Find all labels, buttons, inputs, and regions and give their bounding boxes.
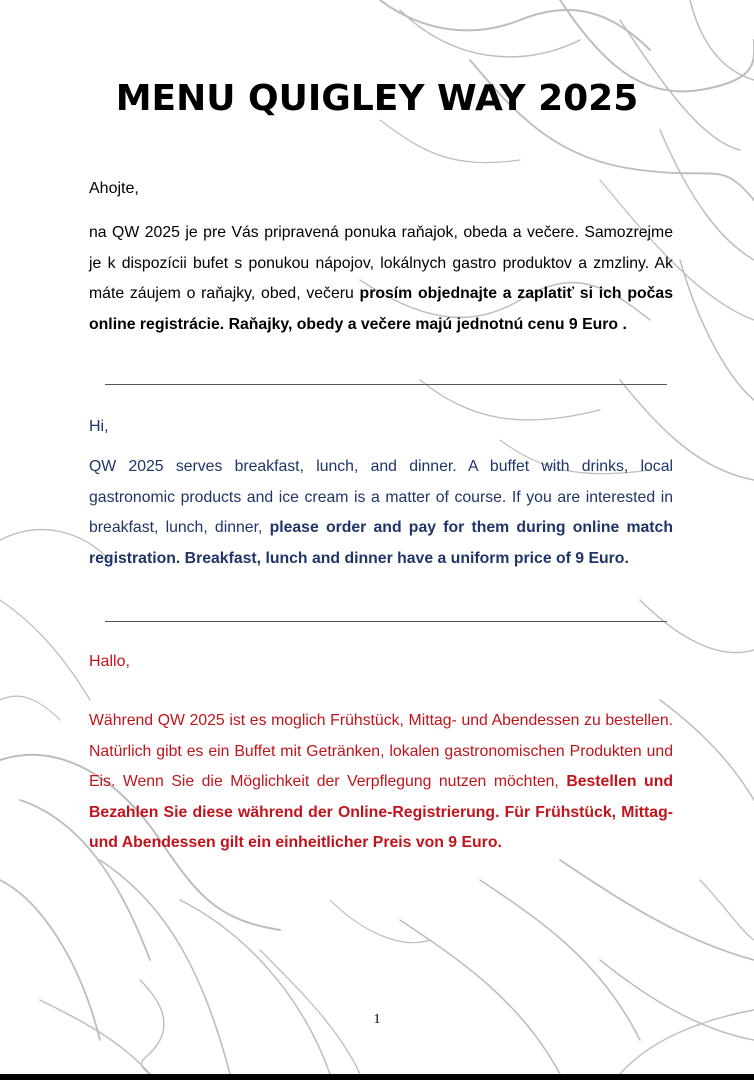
paragraph-en-text: QW 2025 serves breakfast, lunch, and dinner. A buffet with drinks, local gastronomic products and ice cream is a matter of course. If you are interested in breakfast, lunch, dinner, (89, 458, 673, 536)
paragraph-en (89, 452, 673, 574)
paragraph-sk-text: na QW 2025 je pre Vás pripravená ponuka raňajok, obeda a večere. Samozrejme je k dispozícii bufet s ponukou nápojov, lokálnych gastro produktov a zmzliny. Ak máte záujem o raňajky, obed, večeru (89, 224, 673, 302)
paragraph-de (89, 706, 673, 859)
paragraph-sk (89, 218, 673, 340)
paragraph-de-bold: Bestellen und Bezahlen Sie diese während der Online-Registrierung. Für Frühstück, Mittag- und Abendessen gilt ein einheitlicher Preis von 9 Euro. (89, 773, 673, 851)
page-number: 1 (373, 1012, 381, 1027)
paragraph-de-text: Während QW 2025 ist es moglich Frühstück, Mittag- und Abendessen zu bestellen. Natürlich gibt es ein Buffet mit Getränken, lokalen gastronomischen Produkten und Eis. Wenn Sie die Möglichkeit der Verpflegung nutzen möchten, (89, 712, 673, 790)
page-title: MENU QUIGLEY WAY 2025 (115, 78, 639, 119)
separator (105, 384, 667, 385)
paragraph-sk-bold: prosím objednajte a zaplatiť si ich počas online registrácie. Raňajky, obedy a večere majú jednotnú cenu 9 Euro . (89, 285, 673, 333)
paragraph-en-bold: please order and pay for them during online match registration. Breakfast, lunch and dinner have a uniform price of 9 Euro. (89, 519, 673, 567)
greeting-de: Hallo, (89, 653, 130, 670)
greeting-en: Hi, (89, 418, 109, 435)
greeting-sk: Ahojte, (89, 180, 139, 197)
separator (105, 621, 667, 622)
bottom-bar (0, 1074, 754, 1080)
